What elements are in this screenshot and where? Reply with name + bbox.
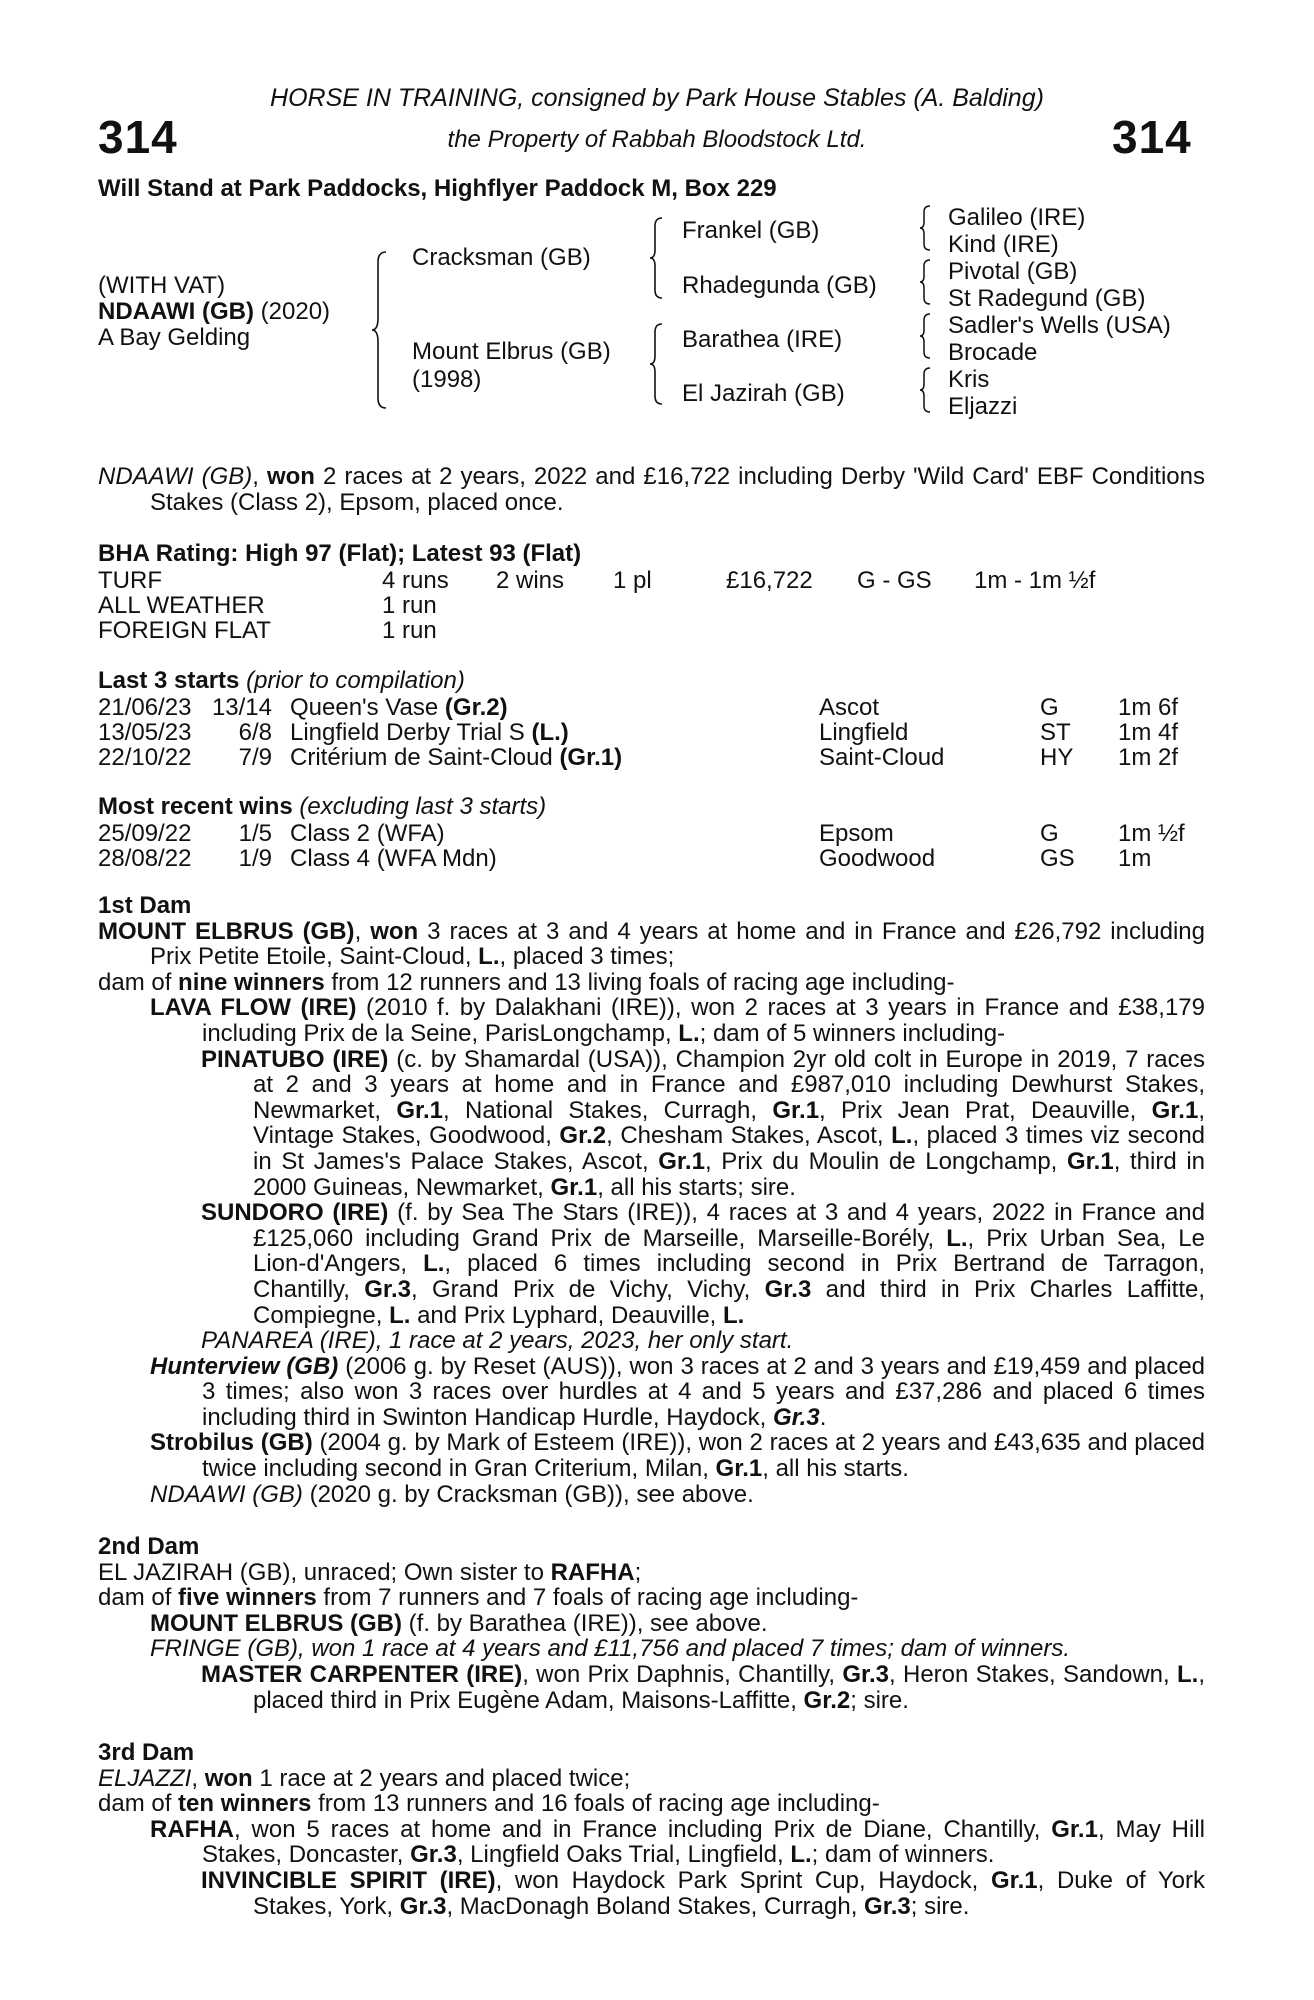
pedigree-brace-dam [648, 322, 666, 406]
rafha-t2: , May Hill Stakes, Doncaster, [202, 1815, 1205, 1869]
first-dam-para1: MOUNT ELBRUS (GB), won 3 races at 3 and 4 years at home and in France and £26,792 including Prix Petite Etoile, Saint-Cloud, L., placed 3 times; [98, 917, 1205, 971]
dam2-t2: ; [634, 1558, 642, 1586]
hunterview-entry [98, 1354, 1205, 1431]
pedigree-brace-sire [648, 216, 666, 300]
dam1-grade1: L. [478, 943, 500, 971]
fringe-entry: FRINGE (GB), won 1 race at 4 years and £11,756 and placed 7 times; dam of winners. [150, 1635, 1071, 1663]
dam2-p2-t1: dam of [98, 1584, 179, 1612]
sund-g6: L. [723, 1301, 745, 1329]
dam-sire: Barathea (IRE) [682, 326, 843, 353]
pina-g4: Gr.2 [559, 1122, 607, 1150]
lava-t2: ; dam of 5 winners including- [699, 1019, 1006, 1047]
start-distance: 1m 6f [1118, 694, 1179, 721]
hunt-t1: (2006 g. by Reset (AUS)), won 3 races at 2 and 3 years and £19,459 and placed 3 times; also won 3 races over hurdles at 4 and 5 years and £37,286 and placed 6 times including third in Swinton Handicap Hurdle, Haydock, [202, 1352, 1206, 1431]
third-dam-section [98, 1740, 1205, 1919]
invincible-spirit-entry [98, 1868, 1205, 1919]
dam-name: Mount Elbrus (GB) [412, 338, 611, 365]
start-date: 22/10/22 [98, 744, 192, 771]
sund-g3: Gr.3 [364, 1275, 411, 1303]
dam1-p2-t2: from 12 runners and 13 living foals of racing age including- [324, 968, 955, 996]
start-race [290, 694, 508, 722]
inv-name: INVINCIBLE SPIRIT (IRE) [201, 1866, 496, 1894]
inv-t3: , MacDonagh Boland Stakes, Curragh, [446, 1892, 865, 1920]
mount-elbrus-entry [98, 1611, 1205, 1637]
start-position: 13/14 [211, 694, 272, 721]
dam-year: (1998) [412, 366, 482, 393]
rafha-t4: ; dam of winners. [811, 1841, 995, 1869]
dam1-name: MOUNT ELBRUS (GB) [98, 917, 355, 945]
inv-t4: ; sire. [910, 1892, 970, 1920]
second-dam-title: 2nd Dam [98, 1533, 200, 1560]
sire-dam-dam: St Radegund (GB) [948, 285, 1146, 312]
second-dam-para2 [98, 1585, 1205, 1611]
rating-surface: FOREIGN FLAT [98, 617, 271, 644]
rating-places: 1 pl [613, 567, 652, 594]
start-distance: 1m [1118, 845, 1152, 872]
dam-sire-sire: Sadler's Wells (USA) [948, 312, 1171, 339]
inv-g3: Gr.3 [864, 1892, 911, 1920]
sire-dam: Rhadegunda (GB) [682, 272, 877, 299]
start-distance: 1m 4f [1118, 719, 1179, 746]
start-race [290, 744, 622, 772]
rating-surface: TURF [98, 567, 162, 594]
strob-name: Strobilus (GB) [150, 1429, 313, 1457]
lava-flow-entry [98, 995, 1205, 1046]
start-date: 13/05/23 [98, 719, 192, 746]
rating-runs: 4 runs [382, 567, 449, 594]
summary-horse-name: NDAAWI (GB) [98, 463, 253, 490]
inv-g1: Gr.1 [990, 1866, 1038, 1894]
lava-name: LAVA FLOW (IRE) [150, 994, 357, 1022]
start-course: Saint-Cloud [819, 744, 945, 771]
hunt-name: Hunterview (GB) [150, 1352, 339, 1380]
pina-g7: Gr.1 [1066, 1147, 1114, 1175]
mc-g3: Gr.2 [803, 1686, 851, 1714]
first-dam-para2 [98, 970, 1205, 996]
recent-heading [98, 793, 546, 821]
start-race-name: Class 2 (WFA) [290, 820, 445, 847]
dam3-winners-count: ten winners [178, 1790, 312, 1818]
mc-t1: , won Prix Daphnis, Chantilly, [522, 1660, 843, 1688]
second-dam-section [98, 1534, 1205, 1713]
sund-t4: , Grand Prix de Vichy, Vichy, [410, 1275, 765, 1303]
dam1-won: won [370, 917, 419, 945]
sundoro-entry [98, 1200, 1205, 1328]
pina-t3: , Prix Jean Prat, Deauville, [819, 1096, 1152, 1124]
dam3-name: ELJAZZI [98, 1764, 192, 1792]
start-position: 1/5 [238, 820, 272, 847]
rafha-g2: Gr.3 [410, 1841, 457, 1869]
pedigree-brace-main [370, 250, 390, 410]
pedigree-brace-ss [918, 204, 934, 252]
sund-t5: and third in Prix Charles Laffitte, Compiegne, [253, 1275, 1206, 1329]
sund-t6: and Prix Lyphard, Deauville, [410, 1301, 724, 1329]
start-race-grade: (Gr.2) [444, 694, 508, 721]
pina-g1: Gr.1 [396, 1096, 444, 1124]
panarea-entry: PANAREA (IRE), 1 race at 2 years, 2023, her only start. [201, 1327, 794, 1355]
horse-title [98, 298, 330, 326]
first-dam-title: 1st Dam [98, 892, 192, 919]
start-date: 25/09/22 [98, 820, 192, 847]
rafha-g3: L. [790, 1841, 812, 1869]
dam3-won: won [204, 1764, 253, 1792]
strobilus-entry [98, 1430, 1205, 1481]
pina-g6: Gr.1 [658, 1147, 705, 1175]
pina-name: PINATUBO (IRE) [201, 1045, 389, 1073]
consignor-line: HORSE IN TRAINING, consigned by Park House Stables (A. Balding) [270, 84, 1044, 112]
dam2-sister: RAFHA [550, 1558, 635, 1586]
mc-t3: , placed third in Prix Eugène Adam, Maisons-Laffitte, [253, 1660, 1205, 1714]
pedigree-brace-dd [918, 366, 934, 414]
sire-sire-dam: Kind (IRE) [948, 231, 1059, 258]
start-race [290, 719, 569, 747]
pedigree-brace-sd [918, 258, 934, 306]
dam-dam-sire: Kris [948, 366, 990, 393]
start-going: ST [1040, 719, 1071, 746]
horse-year: (2020) [253, 298, 331, 325]
dam3-p2-t2: from 13 runners and 16 foals of racing age including- [311, 1790, 880, 1818]
sund-t3: , placed 6 times including second in Prix Bertrand de Tarragon, Chantilly, [253, 1250, 1205, 1303]
horse-name: NDAAWI (GB) [98, 298, 254, 325]
pina-t6: , placed 3 times viz second in St James's Palace Stakes, Ascot, [253, 1122, 1206, 1175]
dam1-winners-count: nine winners [178, 968, 325, 996]
rating-wins: 2 wins [496, 567, 565, 594]
inv-g2: Gr.3 [399, 1892, 447, 1920]
sund-t1: (f. by Sea The Stars (IRE)), 4 races at 3 and 4 years, 2022 in France and £125,060 including Grand Prix de Marseille, Marseille-Borély, [253, 1199, 1205, 1252]
pina-g3: Gr.1 [1151, 1096, 1199, 1124]
dam-dam-dam: Eljazzi [948, 393, 1018, 420]
start-race [290, 845, 497, 873]
last3-title: Last 3 starts [98, 667, 240, 694]
start-going: G [1040, 694, 1059, 721]
sund-g5: L. [389, 1301, 411, 1329]
dam2-winners-count: five winners [178, 1584, 317, 1612]
dam-sire-dam: Brocade [948, 339, 1038, 366]
rafha-g1: Gr.1 [1051, 1815, 1098, 1843]
last3-heading [98, 667, 465, 695]
pedigree-brace-ds [918, 312, 934, 360]
pina-t9: , all his starts; sire. [597, 1173, 796, 1201]
rating-surface: ALL WEATHER [98, 592, 265, 619]
dam3-t1: 1 race at 2 years and placed twice; [252, 1764, 631, 1792]
start-race-name: Class 4 (WFA Mdn) [290, 845, 497, 872]
mc-t4: ; sire. [850, 1686, 909, 1714]
start-position: 6/8 [238, 719, 272, 746]
rafha-entry [98, 1817, 1205, 1868]
dam-dam: El Jazirah (GB) [682, 380, 845, 407]
rating-prize: £16,722 [726, 567, 813, 594]
inv-t2: , Duke of York Stakes, York, [253, 1866, 1205, 1920]
first-dam-section [98, 893, 1205, 1507]
pina-t2: , National Stakes, Curragh, [443, 1096, 773, 1124]
hunt-g1: Gr.3 [772, 1403, 820, 1431]
start-course: Lingfield [819, 719, 909, 746]
third-dam-para2 [98, 1791, 1205, 1817]
second-dam-para1 [98, 1560, 1205, 1586]
start-position: 7/9 [238, 744, 272, 771]
lava-g1: L. [678, 1019, 700, 1047]
start-course: Epsom [819, 820, 894, 847]
pina-g8: Gr.1 [550, 1173, 598, 1201]
lava-t1: (2010 f. by Dalakhani (IRE)), won 2 races at 3 years in France and £38,179 including Prix de la Seine, ParisLongchamp, [202, 994, 1205, 1047]
pina-g2: Gr.1 [772, 1096, 820, 1124]
pina-g5: L. [891, 1122, 913, 1150]
dam1-p2-t1: dam of [98, 968, 179, 996]
start-race-grade: (Gr.1) [559, 744, 623, 771]
mc-t2: , Heron Stakes, Sandown, [889, 1660, 1177, 1688]
dam1-text2: , placed 3 times; [499, 943, 675, 971]
start-position: 1/9 [238, 845, 272, 872]
sund-g4: Gr.3 [764, 1275, 812, 1303]
start-going: GS [1040, 845, 1075, 872]
start-course: Goodwood [819, 845, 936, 872]
dam2-p2-t2: from 7 runners and 7 foals of racing age including- [316, 1584, 859, 1612]
dam3-p2-t1: dam of [98, 1790, 179, 1818]
ndaawi-name: NDAAWI (GB) [150, 1480, 303, 1508]
vat-note: (WITH VAT) [98, 272, 226, 299]
mc-g2: L. [1176, 1660, 1199, 1688]
sund-t2: , Prix Urban Sea, Le Lion-d'Angers, [253, 1224, 1205, 1278]
last3-note: (prior to compilation) [239, 667, 465, 694]
summary-won: won [266, 463, 315, 490]
hunt-t2: . [819, 1403, 827, 1431]
me-name: MOUNT ELBRUS (GB) [150, 1609, 402, 1637]
rating-going: G - GS [857, 567, 932, 594]
strob-g1: Gr.1 [715, 1455, 763, 1483]
strob-t1: (2004 g. by Mark of Esteem (IRE)), won 2 races at 2 years and £43,635 and placed twice including second in Gran Criterium, Milan, [202, 1429, 1206, 1483]
sire-name: Cracksman (GB) [412, 244, 591, 271]
rating-runs: 1 run [382, 617, 437, 644]
start-race-name: Queen's Vase [290, 694, 445, 721]
start-distance: 1m 2f [1118, 744, 1179, 771]
start-race [290, 820, 445, 848]
summary-line2: Conditions Stakes (Class 2), Epsom, placed once. [150, 463, 1205, 516]
property-line: the Property of Rabbah Bloodstock Ltd. [447, 126, 867, 153]
start-race-name: Critérium de Saint-Cloud [290, 744, 560, 771]
pina-t7: , Prix du Moulin de Longchamp, [704, 1147, 1067, 1175]
start-date: 28/08/22 [98, 845, 192, 872]
sund-g2: L. [423, 1250, 445, 1278]
rating-distance: 1m - 1m ½f [974, 567, 1096, 594]
start-course: Ascot [819, 694, 880, 721]
pina-t5: , Chesham Stakes, Ascot, [606, 1122, 892, 1150]
recent-title: Most recent wins [98, 793, 293, 820]
start-distance: 1m ½f [1118, 820, 1185, 847]
sire-sire-sire: Galileo (IRE) [948, 204, 1086, 231]
sire-sire: Frankel (GB) [682, 217, 820, 244]
rafha-name: RAFHA [150, 1815, 234, 1843]
summary-line1: 2 races at 2 years, 2022 and £16,722 including Derby 'Wild Card' EBF [314, 463, 1084, 490]
mc-name: MASTER CARPENTER (IRE) [201, 1660, 523, 1688]
me-t1: (f. by Barathea (IRE)), see above. [401, 1609, 768, 1637]
sire-dam-sire: Pivotal (GB) [948, 258, 1078, 285]
race-summary: NDAAWI (GB), won 2 races at 2 years, 2022 and £16,722 including Derby 'Wild Card' EBF Conditions Stakes (Class 2), Epsom, placed once. [98, 463, 1205, 516]
dam1-text1: 3 races at 3 and 4 years at home and in France and £26,792 including Prix Petite Etoile, Saint-Cloud, [150, 917, 1205, 971]
strob-t2: , all his starts. [762, 1455, 909, 1483]
rating-runs: 1 run [382, 592, 437, 619]
pina-t1: (c. by Shamardal (USA)), Champion 2yr old colt in Europe in 2019, 7 races at 2 and 3 years at home and in France and £987,010 including Dewhurst Stakes, Newmarket, [253, 1045, 1205, 1124]
start-race-name: Lingfield Derby Trial S [290, 719, 532, 746]
lot-number-right: 314 [1112, 111, 1192, 163]
ndaawi-t1: (2020 g. by Cracksman (GB)), see above. [302, 1480, 754, 1508]
start-date: 21/06/23 [98, 694, 192, 721]
third-dam-para1: ELJAZZI, won 1 race at 2 years and placed twice; [98, 1764, 631, 1792]
sund-g1: L. [946, 1224, 968, 1252]
mc-g1: Gr.3 [842, 1660, 890, 1688]
dam2-t1: EL JAZIRAH (GB), unraced; Own sister to [98, 1558, 551, 1586]
start-going: G [1040, 820, 1059, 847]
ndaawi-entry [98, 1482, 1205, 1508]
horse-description: A Bay Gelding [98, 324, 251, 351]
inv-t1: , won Haydock Park Sprint Cup, Haydock, [495, 1866, 991, 1894]
lot-number-left: 314 [98, 111, 178, 163]
pina-t4: , Vintage Stakes, Goodwood, [253, 1096, 1205, 1150]
master-carpenter-entry [98, 1662, 1205, 1713]
pina-t8: , third in 2000 Guineas, Newmarket, [253, 1147, 1206, 1201]
start-going: HY [1040, 744, 1074, 771]
third-dam-title: 3rd Dam [98, 1739, 195, 1766]
rafha-t3: , Lingfield Oaks Trial, Lingfield, [456, 1841, 791, 1869]
rafha-t1: , won 5 races at home and in France including Prix de Diane, Chantilly, [234, 1815, 1052, 1843]
start-race-grade: (L.) [531, 719, 569, 746]
bha-rating-title: BHA Rating: High 97 (Flat); Latest 93 (Flat) [98, 540, 582, 567]
sund-name: SUNDORO (IRE) [201, 1199, 389, 1227]
stand-location: Will Stand at Park Paddocks, Highflyer Paddock M, Box 229 [98, 175, 777, 202]
pinatubo-entry [98, 1047, 1205, 1201]
recent-note: (excluding last 3 starts) [292, 793, 547, 820]
